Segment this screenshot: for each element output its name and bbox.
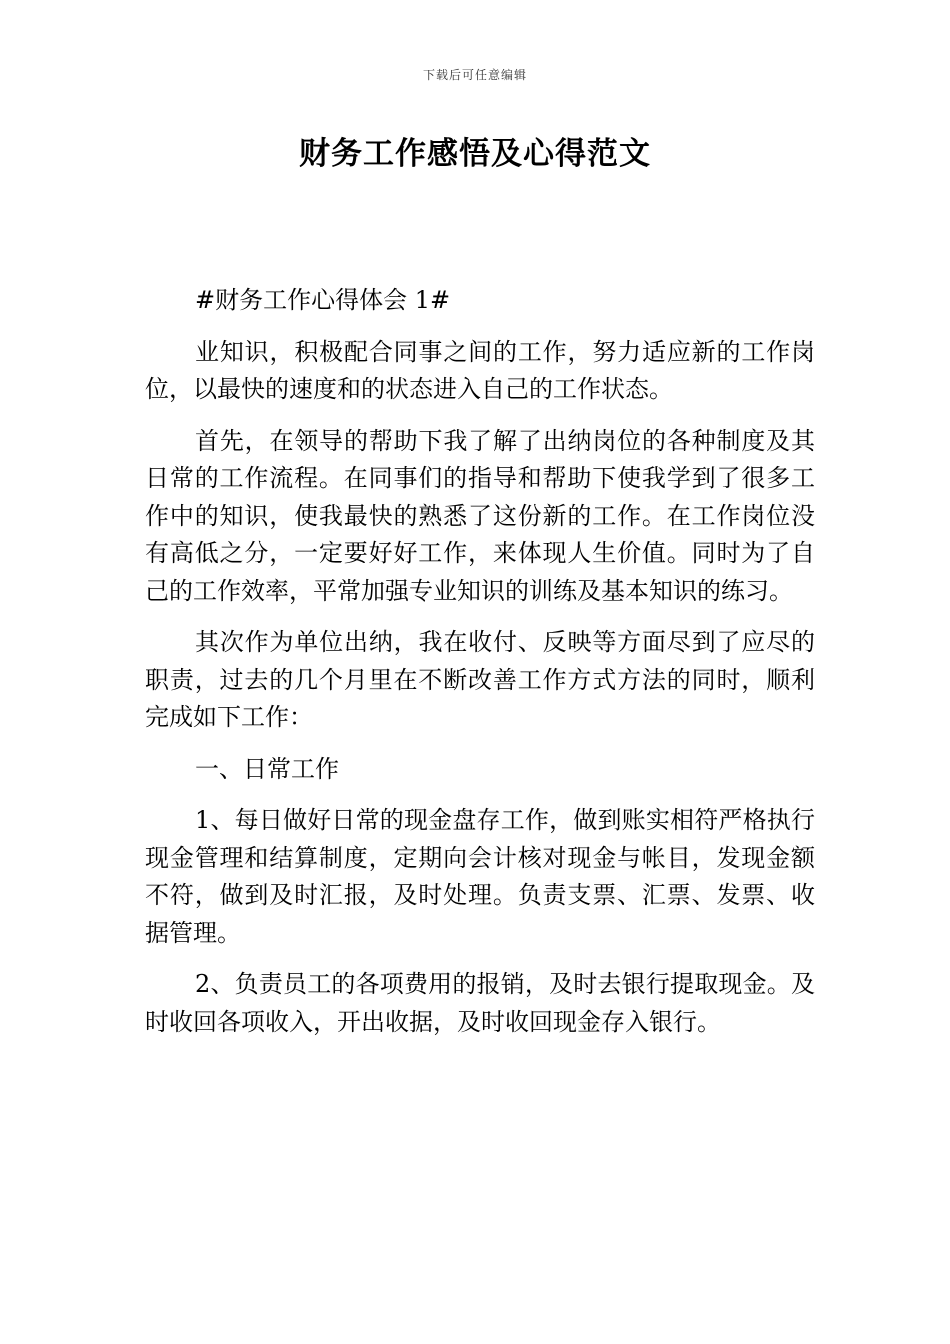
body-paragraph: 其次作为单位出纳，我在收付、反映等方面尽到了应尽的职责，过去的几个月里在不断改善工作方式方法的同时，顺利完成如下工作： bbox=[145, 628, 815, 731]
body-paragraph: 1、每日做好日常的现金盘存工作，做到账实相符严格执行现金管理和结算制度，定期向会计核对现金与帐目，发现金额不符，做到及时汇报，及时处理。负责支票、汇票、发票、收据管理。 bbox=[145, 806, 815, 947]
header-note: 下载后可任意编辑 bbox=[422, 68, 527, 82]
body-paragraph: 业知识，积极配合同事之间的工作，努力适应新的工作岗位，以最快的速度和的状态进入自己的工作状态。 bbox=[145, 337, 815, 403]
document-title: 财务工作感悟及心得范文 bbox=[299, 136, 651, 172]
body-paragraph: 2、负责员工的各项费用的报销，及时去银行提取现金。及时收回各项收入，开出收据，及时收回现金存入银行。 bbox=[145, 970, 815, 1036]
subsection-heading: 一、日常工作 bbox=[195, 754, 339, 783]
body-paragraph: 首先，在领导的帮助下我了解了出纳岗位的各种制度及其日常的工作流程。在同事们的指导和帮助下使我学到了很多工作中的知识，使我最快的熟悉了这份新的工作。在工作岗位没有高低之分，一定要好好工作，来体现人生价值。同时为了自己的工作效率，平常加强专业知识的训练及基本知识的练习。 bbox=[145, 426, 815, 605]
section-heading: #财务工作心得体会 1# bbox=[195, 286, 451, 314]
document-body bbox=[145, 282, 815, 1041]
